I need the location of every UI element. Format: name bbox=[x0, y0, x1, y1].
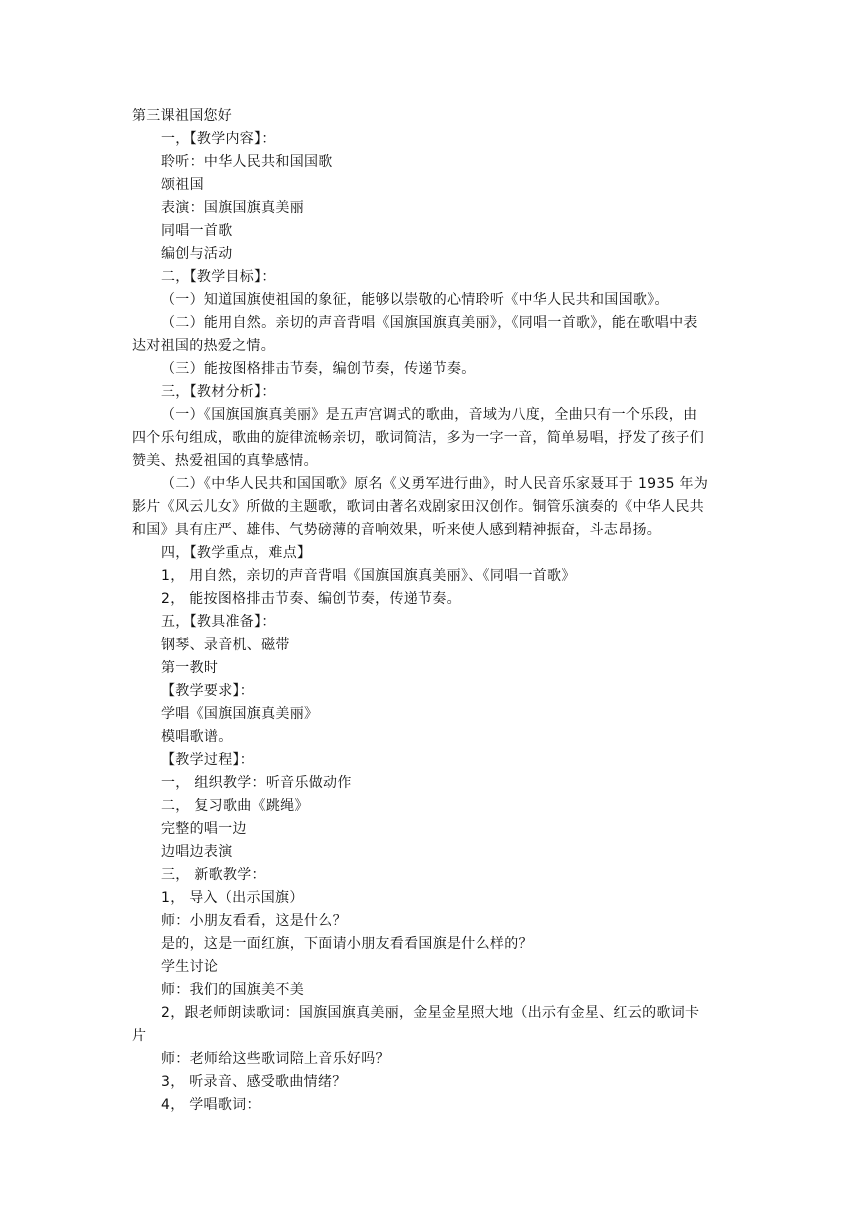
text-line: 模唱歌谱。 bbox=[161, 729, 233, 745]
text-line: 二， 复习歌曲《跳绳》 bbox=[161, 798, 309, 814]
text-line: 同唱一首歌 bbox=[161, 223, 233, 239]
text-line: 边唱边表演 bbox=[161, 844, 233, 860]
section-heading-goals: 二，【教学目标】： bbox=[161, 269, 276, 285]
text-line: 完整的唱一边 bbox=[161, 821, 247, 837]
lesson-title: 第三课祖国您好 bbox=[132, 108, 233, 124]
text-line: 编创与活动 bbox=[161, 246, 233, 262]
text-line: 2， 能按图格排击节奏、编创节奏，传递节奏。 bbox=[161, 591, 461, 607]
text-line: 2，跟老师朗读歌词：国旗国旗真美丽，金星金星照大地（出示有金星、红云的歌词卡 bbox=[161, 1005, 700, 1021]
text-line: 学生讨论 bbox=[161, 959, 219, 975]
text-line: 钢琴、录音机、磁带 bbox=[161, 637, 290, 653]
section-heading-analysis: 三，【教材分析】： bbox=[161, 384, 276, 400]
text-line: 【教学要求】： bbox=[161, 683, 255, 699]
text-line: 师：我们的国旗美不美 bbox=[161, 982, 304, 998]
text-line: （二）《中华人民共和国国歌》原名《义勇军进行曲》，时人民音乐家聂耳于 1935 年为 bbox=[161, 476, 709, 492]
text-line: （三）能按图格排击节奏，编创节奏，传递节奏。 bbox=[161, 361, 476, 377]
text-line: 一， 组织教学：听音乐做动作 bbox=[161, 775, 352, 791]
section-heading-materials: 五，【教具准备】： bbox=[161, 614, 276, 630]
text-line: 师：小朋友看看，这是什么？ bbox=[161, 913, 347, 929]
text-line: （一）知道国旗使祖国的象征，能够以崇敬的心情聆听《中华人民共和国国歌》。 bbox=[161, 292, 669, 308]
text-line: 颂祖国 bbox=[161, 177, 204, 193]
text-line: 3， 听录音、感受歌曲情绪？ bbox=[161, 1074, 347, 1090]
text-line: 三， 新歌教学： bbox=[161, 867, 266, 883]
text-line: 1， 导入（出示国旗） bbox=[161, 890, 304, 906]
text-line: 【教学过程】： bbox=[161, 752, 255, 768]
text-line: 师：老师给这些歌词陪上音乐好吗？ bbox=[161, 1051, 390, 1067]
section-heading-content: 一，【教学内容】： bbox=[161, 131, 276, 147]
text-line: 影片《风云儿女》所做的主题歌，歌词由著名戏剧家田汉创作。铜管乐演奏的《中华人民共 bbox=[132, 499, 704, 515]
text-line: 片 bbox=[132, 1028, 147, 1044]
text-line: （一）《国旗国旗真美丽》是五声宫调式的歌曲，音域为八度，全曲只有一个乐段，由 bbox=[161, 407, 698, 423]
text-line: 是的，这是一面红旗，下面请小朋友看看国旗是什么样的？ bbox=[161, 936, 533, 952]
text-line: 学唱《国旗国旗真美丽》 bbox=[161, 706, 319, 722]
text-line: 第一教时 bbox=[161, 660, 219, 676]
text-line: 达对祖国的热爱之情。 bbox=[132, 338, 275, 354]
text-line: 1， 用自然，亲切的声音背唱《国旗国旗真美丽》、《同唱一首歌》 bbox=[161, 568, 576, 584]
text-line: 四个乐句组成，歌曲的旋律流畅亲切，歌词简洁，多为一字一音，简单易唱，抒发了孩子们 bbox=[132, 430, 704, 446]
text-line: 赞美、热爱祖国的真挚感情。 bbox=[132, 453, 318, 469]
text-line: 表演：国旗国旗真美丽 bbox=[161, 200, 304, 216]
text-line: 聆听：中华人民共和国国歌 bbox=[161, 154, 333, 170]
text-line: 4， 学唱歌词： bbox=[161, 1097, 261, 1113]
text-line: 和国》具有庄严、雄伟、气势磅薄的音响效果，听来使人感到精神振奋，斗志昂扬。 bbox=[132, 522, 662, 538]
section-heading-keypoints: 四，【教学重点，难点】 bbox=[161, 545, 312, 561]
text-line: （二）能用自然。亲切的声音背唱《国旗国旗真美丽》，《同唱一首歌》，能在歌唱中表 bbox=[161, 315, 698, 331]
